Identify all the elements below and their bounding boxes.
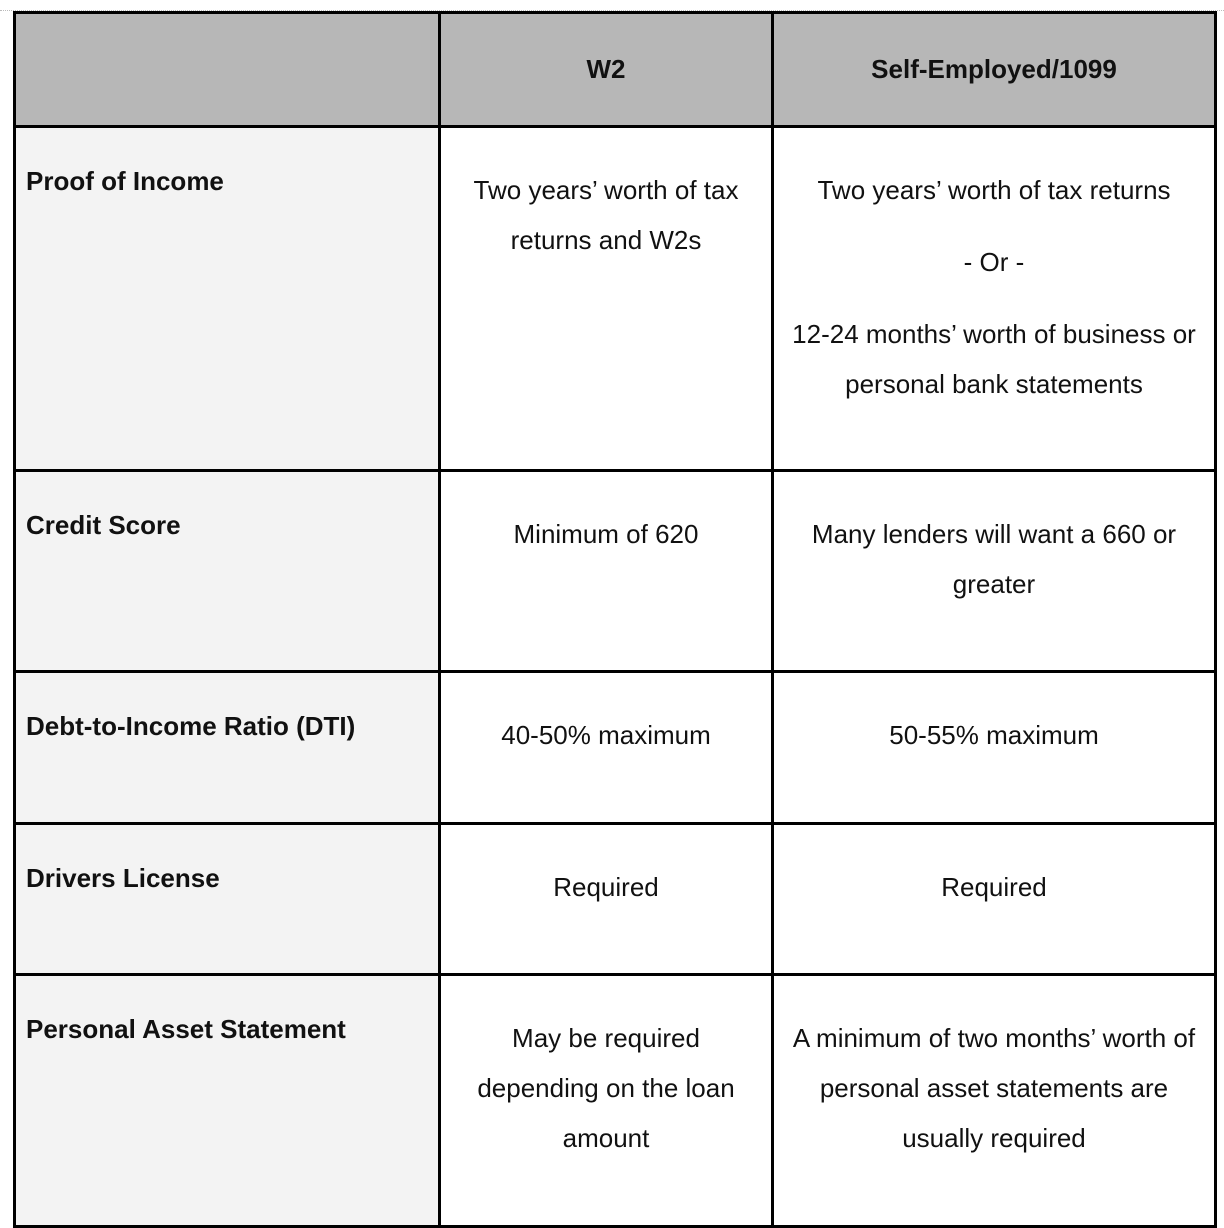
cell-text: A minimum of two months’ worth of personal asset statements are usually required: [792, 1023, 1196, 1153]
w2-cell: [440, 824, 773, 975]
w2-cell: [440, 672, 773, 824]
table-row: [15, 824, 1216, 975]
cell-text: Required: [941, 872, 1047, 902]
header-w2: W2: [440, 13, 773, 127]
cell-text: Many lenders will want a 660 or greater: [811, 519, 1177, 599]
self-cell: [773, 672, 1216, 824]
self-cell: [773, 975, 1216, 1227]
cell-text: Two years’ worth of tax returns: [817, 175, 1171, 205]
cell-text: 12-24 months’ worth of business or personal bank statements: [792, 319, 1196, 399]
w2-cell: [440, 975, 773, 1227]
row-label: Proof of Income: [15, 127, 440, 471]
row-label: Drivers License: [15, 824, 440, 975]
self-cell: [773, 127, 1216, 471]
cell-text: - Or -: [963, 247, 1025, 277]
cell-text: Two years’ worth of tax returns and W2s: [473, 175, 739, 255]
row-label: Credit Score: [15, 471, 440, 672]
header-row: [15, 13, 1216, 127]
table-row: [15, 672, 1216, 824]
table-row: [15, 975, 1216, 1227]
header-self-employed: Self-Employed/1099: [773, 13, 1216, 127]
row-label: Personal Asset Statement: [15, 975, 440, 1227]
cell-text: Required: [553, 872, 659, 902]
w2-cell: [440, 471, 773, 672]
table-row: [15, 127, 1216, 471]
table-row: [15, 471, 1216, 672]
comparison-table: [13, 11, 1217, 1228]
cell-text: 40-50% maximum: [501, 720, 711, 750]
cell-text: 50-55% maximum: [889, 720, 1099, 750]
header-blank: [15, 13, 440, 127]
cell-text: May be required depending on the loan amount: [477, 1023, 735, 1153]
row-label: Debt-to-Income Ratio (DTI): [15, 672, 440, 824]
self-cell: [773, 824, 1216, 975]
cell-text: Minimum of 620: [513, 519, 699, 549]
w2-cell: [440, 127, 773, 471]
self-cell: [773, 471, 1216, 672]
